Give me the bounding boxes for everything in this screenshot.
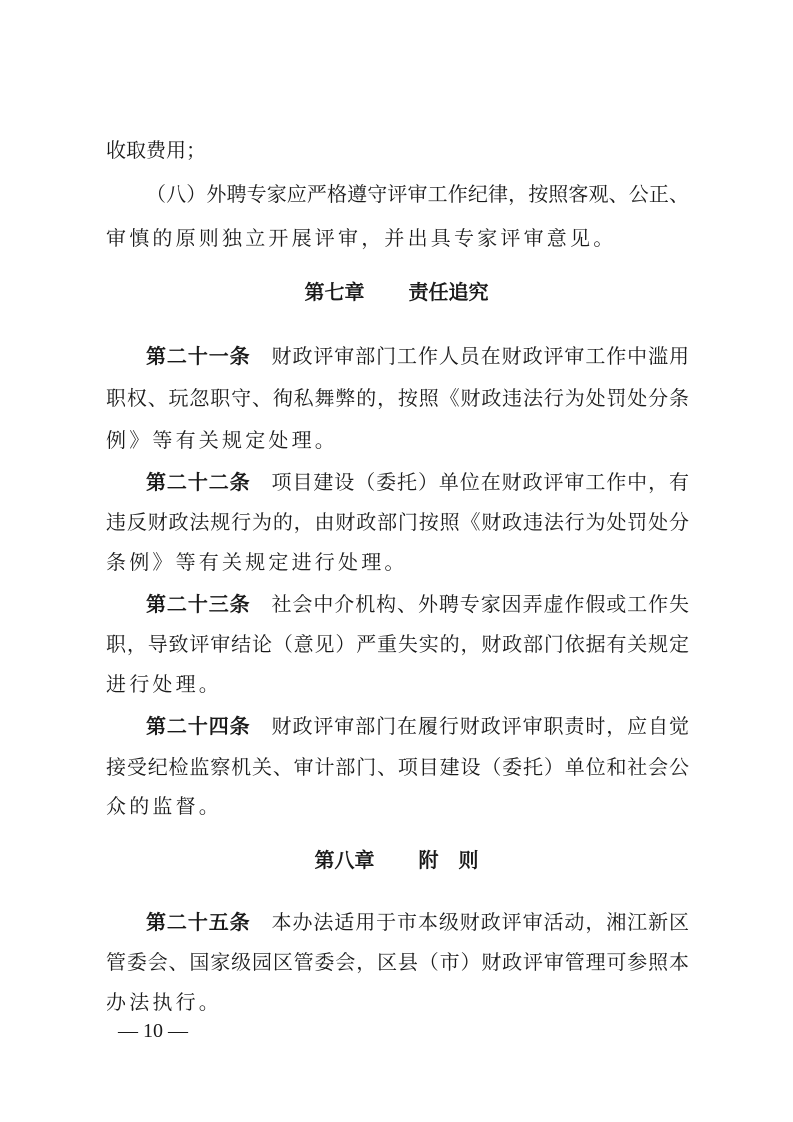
paragraph-line: 职，导致评审结论（意见）严重失实的，财政部门依据有关规定: [106, 632, 689, 656]
paragraph-line: 管委会、国家级园区管委会，区县（市）财政评审管理可参照本: [106, 950, 689, 974]
paragraph-line: 进行处理。: [106, 672, 222, 696]
article-25-line: [146, 910, 689, 934]
chapter-heading-7: [0, 280, 793, 304]
article-heading: 第二十二条: [146, 470, 251, 494]
article-heading: 第二十一条: [146, 344, 251, 368]
chapter-title: 责任追究: [408, 280, 489, 304]
chapter-title-part: 则: [458, 848, 479, 872]
paragraph-line: 审慎的原则独立开展评审，并出具专家评审意见。: [106, 226, 617, 250]
article-text: 社会中介机构、外聘专家因弄虚作假或工作失: [271, 592, 690, 616]
chapter-title-part: 附: [418, 848, 439, 872]
page-number: — 10 —: [118, 1020, 188, 1042]
paragraph-line: 职权、玩忽职守、徇私舞弊的，按照《财政违法行为处罚处分条: [106, 386, 689, 410]
article-text: 财政评审部门工作人员在财政评审工作中滥用: [271, 344, 690, 368]
article-23-line: [146, 592, 689, 616]
chapter-number: 第七章: [304, 280, 365, 304]
article-22-line: [146, 470, 689, 494]
article-24-line: [146, 714, 689, 738]
article-text: 财政评审部门在履行财政评审职责时，应自觉: [271, 714, 690, 738]
article-heading: 第二十四条: [146, 714, 251, 738]
paragraph-line: 接受纪检监察机关、审计部门、项目建设（委托）单位和社会公: [106, 755, 689, 779]
article-text: 本办法适用于市本级财政评审活动，湘江新区: [271, 910, 690, 934]
paragraph-line: 众的监督。: [106, 794, 222, 818]
article-text: 项目建设（委托）单位在财政评审工作中，有: [271, 470, 690, 494]
paragraph-line: 例》等有关规定处理。: [106, 428, 338, 452]
article-heading: 第二十三条: [146, 592, 251, 616]
paragraph-line: 办法执行。: [106, 990, 222, 1014]
article-heading: 第二十五条: [146, 910, 251, 934]
paragraph-line: 收取费用；: [106, 138, 206, 162]
article-21-line: [146, 344, 689, 368]
paragraph-line: 条例》等有关规定进行处理。: [106, 550, 408, 574]
paragraph-line: （八）外聘专家应严格遵守评审工作纪律，按照客观、公正、: [146, 182, 689, 206]
chapter-heading-8: [0, 848, 793, 872]
paragraph-line: 违反财政法规行为的，由财政部门按照《财政违法行为处罚处分: [106, 510, 689, 534]
chapter-number: 第八章: [314, 848, 375, 872]
